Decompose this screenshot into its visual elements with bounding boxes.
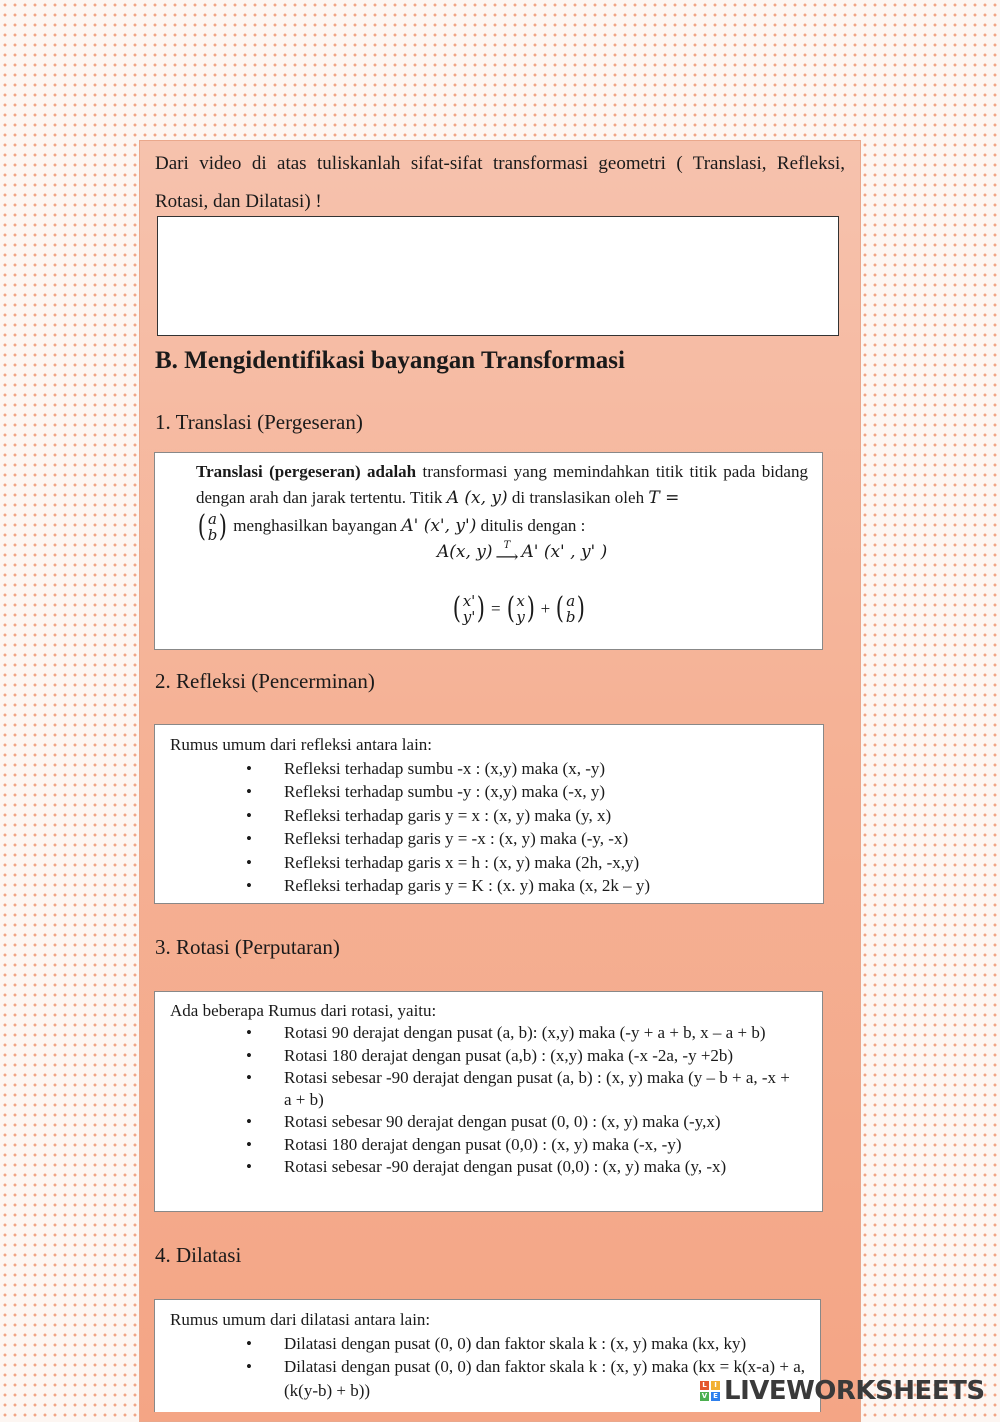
translasi-lead: Translasi (pergeseran) adalah xyxy=(196,462,417,481)
list-item: • Rotasi 180 derajat dengan pusat (a,b) : (x,y) maka (-x -2a, -y +2b) xyxy=(170,1045,807,1067)
point-a: A (x, y) xyxy=(446,488,508,508)
intro-question: Dari video di atas tuliskanlah sifat-sifat transformasi geometri ( Translasi, Refleksi, Rotasi, dan Dilatasi) ! xyxy=(155,153,845,212)
rotasi-box xyxy=(154,991,823,1212)
list-item: • Refleksi terhadap sumbu -x : (x,y) maka (x, -y) xyxy=(170,757,808,781)
dilatasi-intro: Rumus umum dari dilatasi antara lain: xyxy=(170,1310,431,1329)
list-item: • Rotasi sebesar 90 derajat dengan pusat (0, 0) : (x, y) maka (-y,x) xyxy=(170,1111,807,1133)
translasi-definition xyxy=(196,459,808,543)
translasi-tail: ditulis dengan : xyxy=(476,515,586,535)
answer-textbox[interactable] xyxy=(157,216,839,336)
list-item: • Rotasi sebesar -90 derajat dengan pusat (a, b) : (x, y) maka (y – b + a, -x + a + b) xyxy=(170,1067,807,1112)
list-item: • Refleksi terhadap sumbu -y : (x,y) maka (-x, y) xyxy=(170,780,808,804)
translasi-formula-1: A(x, y) T ⟶ A' (x' , y' ) xyxy=(437,540,608,566)
translasi-text-after: menghasilkan bayangan xyxy=(229,515,402,535)
list-item: • Rotasi 90 derajat dengan pusat (a, b): (x,y) maka (-y + a + b, x – a + b) xyxy=(170,1022,807,1044)
translasi-text-mid: di translasikan oleh xyxy=(507,488,649,507)
list-item: • Refleksi terhadap garis x = h : (x, y) maka (2h, -x,y) xyxy=(170,851,808,875)
list-item: • Rotasi 180 derajat dengan pusat (0,0) : (x, y) maka (-x, -y) xyxy=(170,1134,807,1156)
list-item: • Dilatasi dengan pusat (0, 0) dan faktor skala k : (x, y) maka (kx, ky) xyxy=(170,1332,805,1356)
translasi-heading: 1. Translasi (Pergeseran) xyxy=(155,410,363,434)
logo-text: LIVEWORKSHEETS xyxy=(724,1376,985,1406)
translasi-text: transformasi yang memindahkan titik titik pada bidang dengan arah dan jarak tertentu. Titik xyxy=(196,462,808,507)
refleksi-box xyxy=(154,724,824,904)
rotasi-list xyxy=(170,1022,807,1178)
liveworksheets-logo-icon: L I V E xyxy=(700,1381,720,1401)
refleksi-intro: Rumus umum dari refleksi antara lain: xyxy=(170,735,433,754)
list-item: • Dilatasi dengan pusat (0, 0) dan faktor skala k : (x, y) maka (kx = k(x-a) + a, (k(y-b) + b)) xyxy=(170,1355,805,1402)
rotasi-heading: 3. Rotasi (Perputaran) xyxy=(155,935,340,959)
translasi-formula-2: ( x' y' ) = ( x y ) + ( a b ) xyxy=(452,591,586,626)
image-point: A' (x', y') xyxy=(401,515,477,536)
refleksi-heading: 2. Refleksi (Pencerminan) xyxy=(155,669,375,693)
rotasi-intro: Ada beberapa Rumus dari rotasi, yaitu: xyxy=(170,1001,437,1020)
vector-ab: ( a b ) xyxy=(197,509,228,544)
refleksi-list xyxy=(170,757,808,898)
liveworksheets-logo[interactable] xyxy=(700,1376,985,1406)
list-item: • Refleksi terhadap garis y = -x : (x, y) maka (-y, -x) xyxy=(170,827,808,851)
list-item: • Refleksi terhadap garis y = K : (x. y) maka (x, 2k – y) xyxy=(170,874,808,898)
section-title: B. Mengidentifikasi bayangan Transformasi xyxy=(155,347,625,374)
dilatasi-heading: 4. Dilatasi xyxy=(155,1243,242,1267)
list-item: • Rotasi sebesar -90 derajat dengan pusat (0,0) : (x, y) maka (y, -x) xyxy=(170,1156,807,1178)
list-item: • Refleksi terhadap garis y = x : (x, y) maka (y, x) xyxy=(170,804,808,828)
mapping-arrow: T ⟶ xyxy=(495,540,519,566)
t-label: T = xyxy=(648,488,680,508)
translasi-box xyxy=(154,452,823,650)
